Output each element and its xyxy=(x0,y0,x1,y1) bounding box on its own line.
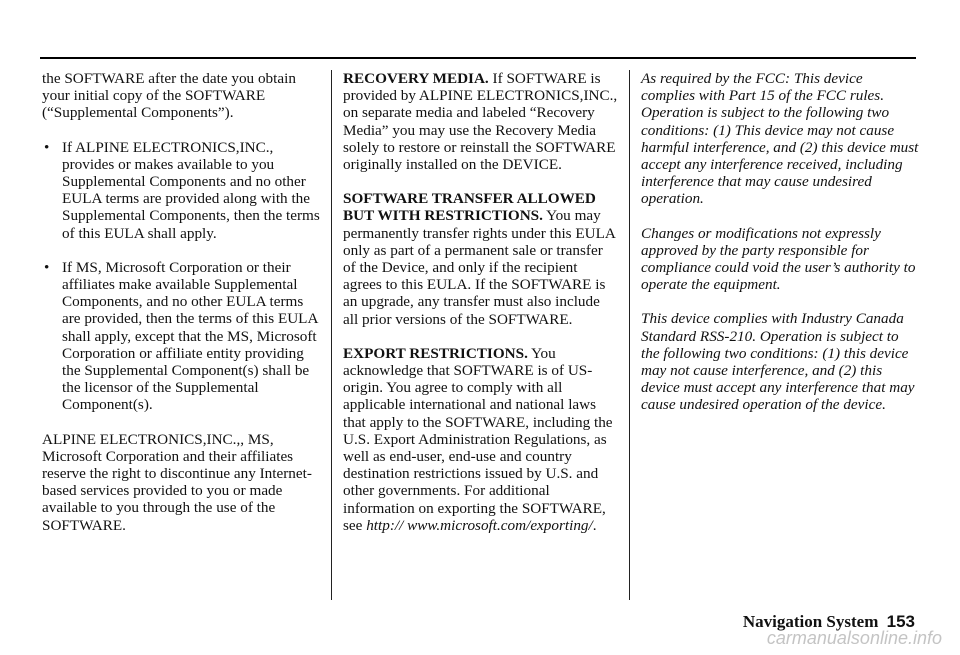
column-3 xyxy=(641,70,919,431)
export-url-link[interactable]: http:// www.microsoft.com/exporting/ xyxy=(366,516,593,534)
column-divider xyxy=(331,70,332,600)
column-2 xyxy=(343,70,618,551)
canada-paragraph: This device complies with Industry Canada Standard RSS-210. Operation is subject to the following two conditions: (1) this device may not cause interference, and (2) this device must accept any interference that may cause undesired operation of the device. xyxy=(641,310,915,414)
bullet-item-alpine xyxy=(42,139,322,242)
export-paragraph xyxy=(343,345,618,534)
watermark: carmanualsonline.info xyxy=(766,628,942,648)
bullet-item-microsoft xyxy=(42,259,322,414)
bullet-text: If ALPINE ELECTRONICS,INC., provides or makes available to you Supplemental Components and no other EULA terms are provided along with the Supplemental Components, then the terms of this EULA shall apply. xyxy=(62,138,320,242)
transfer-paragraph xyxy=(343,190,618,328)
intro-paragraph: the SOFTWARE after the date you obtain your initial copy of the SOFTWARE (“Supplemental Components”). xyxy=(42,70,296,122)
recovery-text: If SOFTWARE is provided by ALPINE ELECTRONICS,INC., on separate media and labeled “Recovery Media” you may use the Recovery Media solely to restore or reinstall the SOFTWARE originally installed on the DEVICE. xyxy=(343,70,618,174)
bullet-text: If MS, Microsoft Corporation or their affiliates make available Supplemental Components, and no other EULA terms are provided, then the terms of this EULA shall apply, except that the MS, Microsoft Corporation or affiliate entity providing the Supplemental Component(s) shall be the licensor of the Supplemental Component(s). xyxy=(62,258,318,414)
fcc-paragraph: As required by the FCC: This device complies with Part 15 of the FCC rules. Operation is subject to the following two conditions: (1) This device may not cause harmful interference, and (2) this device must accept any interference received, including interference that may cause undesired operation. xyxy=(641,70,919,208)
bullet-glyph: • xyxy=(44,258,50,276)
transfer-heading: SOFTWARE TRANSFER ALLOWED BUT WITH RESTRICTIONS. xyxy=(343,190,596,225)
top-rule xyxy=(40,57,916,59)
column-divider xyxy=(629,70,630,600)
column-1 xyxy=(42,70,322,551)
recovery-heading: RECOVERY MEDIA. xyxy=(343,70,489,87)
closing-paragraph: ALPINE ELECTRONICS,INC.,, MS, Microsoft Corporation and their affiliates reserve the right to discontinue any Internet-based services provided to you or made available to you through the use of the SOFTWARE. xyxy=(42,430,312,534)
export-text: You acknowledge that SOFTWARE is of US-origin. You agree to comply with all applicable international and national laws that apply to the SOFTWARE, including the U.S. Export Administration Regulations, as well as end-user, end-use and country destination restrictions issued by U.S. and other governments. For additional information on exporting the SOFTWARE, see xyxy=(343,344,613,534)
export-heading: EXPORT RESTRICTIONS. xyxy=(343,344,528,362)
changes-paragraph: Changes or modifications not expressly approved by the party responsible for compliance could void the user’s authority to operate the equipment. xyxy=(641,224,916,294)
footer-section-title: Navigation System xyxy=(742,612,879,631)
transfer-text: You may permanently transfer rights under this EULA only as part of a permanent sale or transfer of the Device, and only if the recipient agrees to this EULA. If the SOFTWARE is an upgrade, any transfer must also include all prior versions of the SOFTWARE. xyxy=(343,207,616,328)
bullet-glyph: • xyxy=(44,138,50,156)
page-number: 153 xyxy=(886,612,915,631)
export-end: . xyxy=(592,516,597,534)
recovery-media-paragraph xyxy=(343,70,618,173)
